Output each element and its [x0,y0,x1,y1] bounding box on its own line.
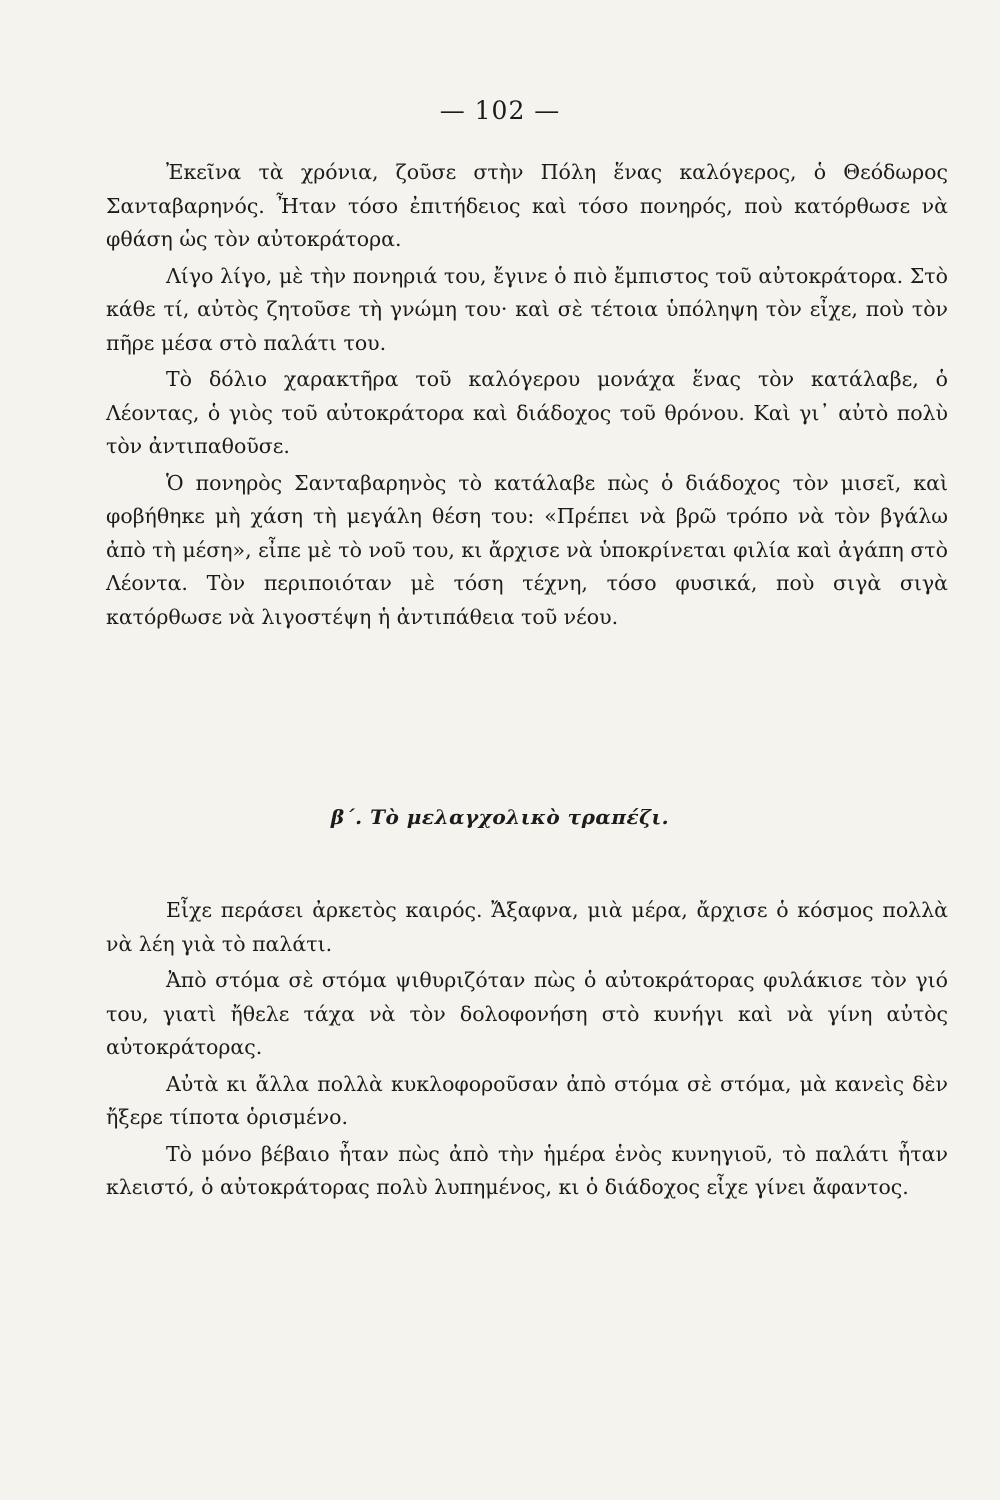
section-two-text [106,894,948,1208]
paragraph: Ἐκεῖνα τὰ χρόνια, ζοῦσε στὴν Πόλη ἕνας καλόγερος, ὁ Θεόδωρος Σανταβαρηνός. Ἦταν τόσο ἐπιτήδειος καὶ τόσο πονηρός, ποὺ κατόρθωσε νὰ φθάση ὡς τὸν αὐτοκράτορα. [106,160,948,251]
paragraph: Λίγο λίγο, μὲ τὴν πονηριά του, ἔγινε ὁ πιὸ ἔμπιστος τοῦ αὐτοκράτορα. Στὸ κάθε τί, αὐτὸς ζητοῦσε τὴ γνώμη του· καὶ σὲ τέτοια ὑπόληψη τὸν εἶχε, ποὺ τὸν πῆρε μέσα στὸ παλάτι του. [106,263,948,355]
paragraph: Αὐτὰ κι ἄλλα πολλὰ κυκλοφοροῦσαν ἀπὸ στόμα σὲ στόμα, μὰ κανεὶς δὲν ἤξερε τίποτα ὁρισμένο. [106,1071,948,1129]
section-one-text [106,156,948,637]
paragraph: Εἶχε περάσει ἀρκετὸς καιρός. Ἄξαφνα, μιὰ μέρα, ἄρχισε ὁ κόσμος πολλὰ νὰ λέη γιὰ τὸ παλάτι. [106,898,948,956]
paragraph: Ὁ πονηρὸς Σανταβαρηνὸς τὸ κατάλαβε πὼς ὁ διάδοχος τὸν μισεῖ, καὶ φοβήθηκε μὴ χάση τὴ μεγάλη θέση του: «Πρέπει νὰ βρῶ τρόπο νὰ τὸν βγάλω ἀπὸ τὴ μέση», εἶπε μὲ τὸ νοῦ του, κι ἄρχισε νὰ ὑποκρίνεται φιλία καὶ ἀγάπη στὸ Λέοντα. Τὸν περιποιόταν μὲ τόση τέχνη, τόσο φυσικά, ποὺ σιγὰ σιγὰ κατόρθωσε νὰ λιγοστέψη ἡ ἀντιπάθεια τοῦ νέου. [106,470,948,629]
paragraph: Τὸ μόνο βέβαιο ἦταν πὼς ἀπὸ τὴν ἡμέρα ἑνὸς κυνηγιοῦ, τὸ παλάτι ἦταν κλειστό, ὁ αὐτοκράτορας πολὺ λυπημένος, κι ὁ διάδοχος εἶχε γίνει ἄφαντος. [106,1141,948,1199]
paragraph: Τὸ δόλιο χαρακτῆρα τοῦ καλόγερου μονάχα ἕνας τὸν κατάλαβε, ὁ Λέοντας, ὁ γιὸς τοῦ αὐτοκράτορα καὶ διάδοχος τοῦ θρόνου. Καὶ γι᾿ αὐτὸ πολὺ τὸν ἀντιπαθοῦσε. [106,367,948,458]
paragraph: Ἀπὸ στόμα σὲ στόμα ψιθυριζόταν πὼς ὁ αὐτοκράτορας φυλάκισε τὸν γιό του, γιατὶ ἤθελε τάχα νὰ τὸν δολοφονήση στὸ κυνήγι καὶ νὰ γίνη αὐτὸς αὐτοκράτορας. [106,968,948,1059]
page-number: — 102 — [439,96,561,125]
section-heading: β΄. Τὸ μελαγχολικὸ τραπέζι. [330,805,670,829]
